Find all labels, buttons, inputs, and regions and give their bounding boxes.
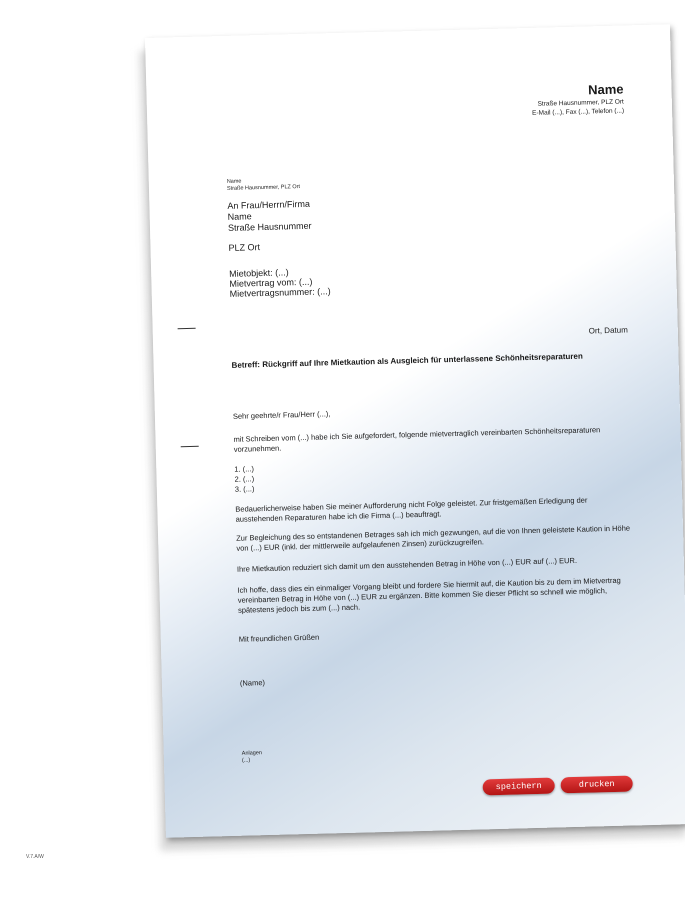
list-item: 1. (...) [234, 464, 255, 474]
sender-contact: E-Mail (...), Fax (...), Telefon (...) [532, 107, 625, 117]
sender-name: Name [587, 81, 624, 98]
attachments-label: Anlagen [241, 750, 263, 757]
reference-block [229, 266, 331, 299]
sender-address: Straße Hausnummer, PLZ Ort [537, 98, 624, 108]
recipient-block [227, 199, 312, 254]
fold-mark-top [178, 328, 196, 329]
paragraph-5: Ich hoffe, dass dies ein einmaliger Vorgang bleibt und fordere Sie hiermit auf, die Kaution bis zu dem im Mietvertrag vereinbarten Betrag in Höhe von (...) EUR zu ergänzen. Bitte kommen Sie dieser Pflicht so schnell wie möglich, spätestens jedoch bis zum (...) nach. [237, 575, 621, 615]
fold-mark-center [181, 446, 199, 447]
letter-page [145, 24, 685, 837]
return-address [227, 177, 300, 193]
subject-line: Betreff: Rückgriff auf Ihre Mietkaution als Ausgleich für unterlassene Schönheitsreparaturen [231, 351, 583, 370]
return-address-street: Straße Hausnummer, PLZ Ort [226, 183, 301, 192]
return-address-name: Name [226, 178, 242, 185]
recipient-line-4: PLZ Ort [228, 242, 261, 253]
paragraph-2: Bedauerlicherweise haben Sie meiner Aufforderung nicht Folge geleistet. Zur fristgemäßen Erledigung der ausstehenden Reparaturen habe ich die Firma (...) beauftragt. [235, 495, 588, 524]
recipient-line-2: Name [227, 211, 252, 222]
date-line: Ort, Datum [588, 325, 628, 336]
ref-mietobjekt: Mietobjekt: (...) [229, 267, 289, 279]
attachments [242, 740, 642, 764]
paragraph-3: Zur Begleichung des so entstandenen Betrages sah ich mich gezwungen, auf die von Ihnen geleistete Kaution in Höhe von (...) EUR (inkl. der mittlerweile aufgelaufenen Zinsen) zurückzugreifen. [236, 523, 631, 553]
ref-mietvertrag: Mietvertrag vom: (...) [229, 276, 313, 289]
numbered-list [234, 454, 635, 494]
ref-mietvertragsnummer: Mietvertragsnummer: (...) [229, 286, 331, 299]
signature: (Name) [239, 678, 266, 688]
list-item: 3. (...) [234, 484, 255, 494]
version-footnote: V.7.A/W [26, 854, 44, 860]
print-button[interactable]: drucken [560, 775, 632, 793]
sender-block [531, 81, 624, 116]
salutation: Sehr geehrte/r Frau/Herr (...), [232, 409, 331, 421]
recipient-line-3: Straße Hausnummer [227, 220, 312, 233]
paragraph-4: Ihre Mietkaution reduziert sich damit um den ausstehenden Betrag in Höhe von (...) EUR auf (...) EUR. [236, 555, 578, 574]
attachments-value: (...) [241, 757, 251, 764]
closing: Mit freundlichen Grüßen [238, 632, 320, 644]
save-button[interactable]: speichern [483, 778, 555, 796]
paragraph-1: mit Schreiben vom (...) habe ich Sie aufgefordert, folgende mietvertraglich vereinbarten Schönheitsreparaturen vorzunehmen. [233, 425, 601, 454]
list-item: 2. (...) [234, 474, 255, 484]
recipient-line-1: An Frau/Herrn/Firma [227, 198, 311, 211]
